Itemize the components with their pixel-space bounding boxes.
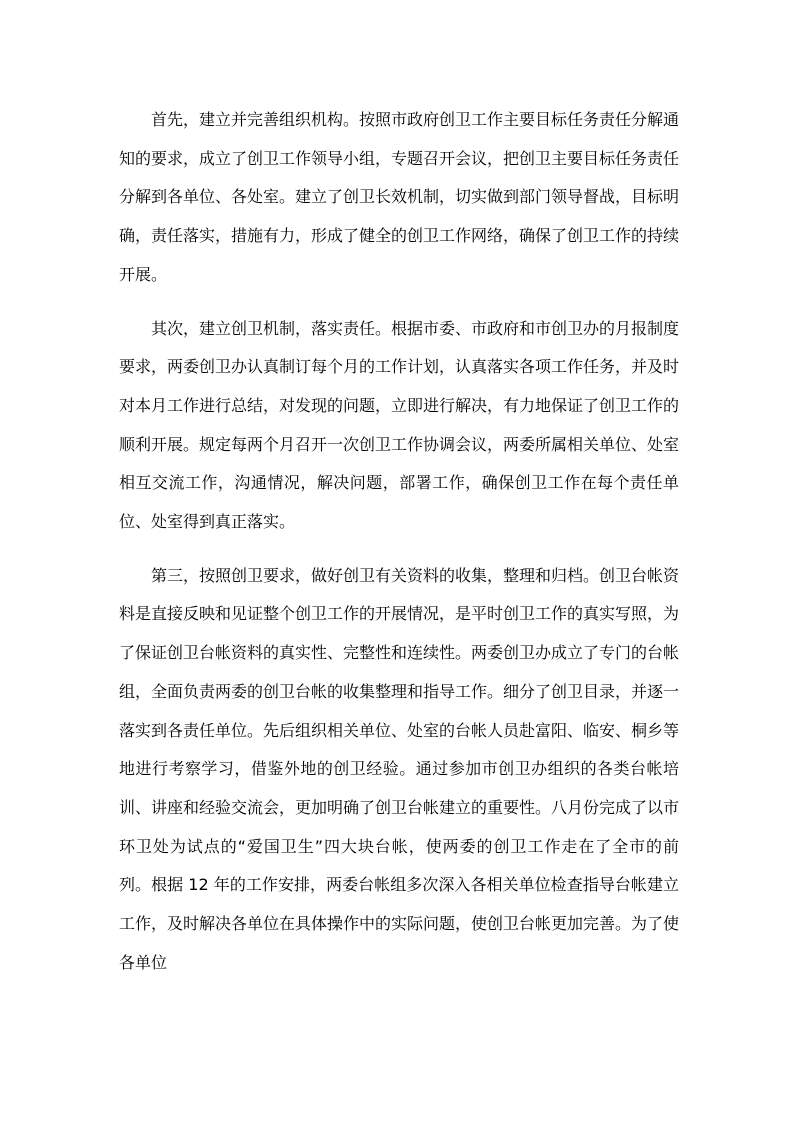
document-body [119, 101, 679, 982]
paragraph-organization: 首先，建立并完善组织机构。按照市政府创卫工作主要目标任务责任分解通知的要求，成立了创卫工作领导小组，专题召开会议，把创卫主要目标任务责任分解到各单位、各处室。建立了创卫长效机制，切实做到部门领导督战，目标明确，责任落实，措施有力，形成了健全的创卫工作网络，确保了创卫工作的持续开展。 [119, 110, 680, 284]
paragraph-mechanism: 其次，建立创卫机制，落实责任。根据市委、市政府和市创卫办的月报制度要求，两委创卫办认真制订每个月的工作计划，认真落实各项工作任务，并及时对本月工作进行总结，对发现的问题，立即进行解决，有力地保证了创卫工作的顺利开展。规定每两个月召开一次创卫工作协调会议，两委所属相关单位、处室相互交流工作，沟通情况，解决问题，部署工作，确保创卫工作在每个责任单位、处室得到真正落实。 [119, 318, 680, 532]
paragraph-records: 第三，按照创卫要求，做好创卫有关资料的收集，整理和归档。创卫台帐资料是直接反映和见证整个创卫工作的开展情况，是平时创卫工作的真实写照，为了保证创卫台帐资料的真实性、完整性和连续性。两委创卫办成立了专门的台帐组，全面负责两委的创卫台帐的收集整理和指导工作。细分了创卫目录，并逐一落实到各责任单位。先后组织相关单位、处室的台帐人员赴富阳、临安、桐乡等地进行考察学习，借鉴外地的创卫经验。通过参加市创卫办组织的各类台帐培训、讲座和经验交流会，更加明确了创卫台帐建立的重要性。八月份完成了以市环卫处为试点的“爱国卫生”四大块台帐，使两委的创卫工作走在了全市的前列。根据 12 年的工作安排，两委台帐组多次深入各相关单位检查指导台帐建立工作，及时解决各单位在具体操作中的实际问题，使创卫台帐更加完善。为了使各单位 [119, 565, 680, 972]
